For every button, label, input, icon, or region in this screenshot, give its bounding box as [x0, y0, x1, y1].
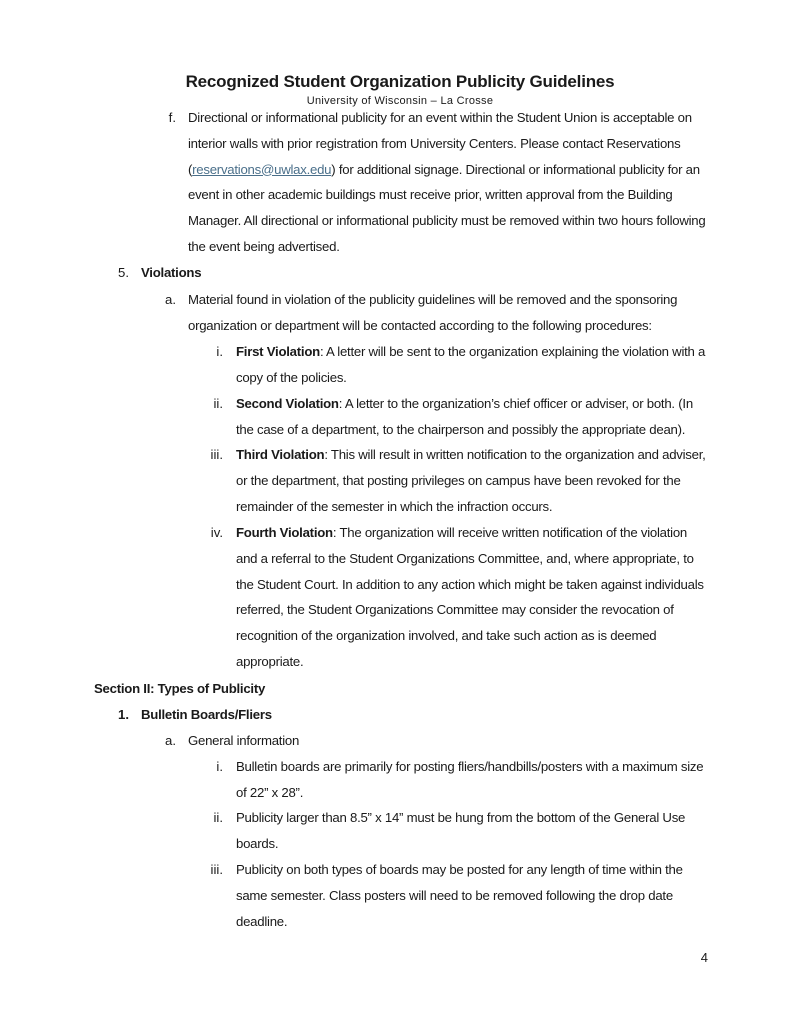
bulletin-item-i: Bulletin boards are primarily for posting fliers/handbills/posters with a maximum size of 22” x 28”.: [236, 759, 704, 800]
second-violation-label: Second Violation: [236, 396, 339, 411]
bulletin-item-ii: Publicity larger than 8.5” x 14” must be hung from the bottom of the General Use boards.: [236, 810, 686, 851]
page-subtitle: University of Wisconsin – La Crosse: [306, 95, 494, 107]
general-information-item: General information: [188, 733, 300, 748]
list-marker: ii.: [213, 810, 223, 825]
list-marker: f.: [168, 110, 176, 125]
violations-item-a: Material found in violation of the publicity guidelines will be removed and the sponsoring organization or department will be contacted according to the following procedures:: [188, 292, 678, 333]
third-violation-text: : This will result in written notification to the organization and adviser, or the department, that posting privileges on campus have been revoked for the remainder of the semester in which the infraction occurs.: [236, 447, 706, 514]
first-violation-text: : A letter will be sent to the organization explaining the violation with a copy of the policies.: [236, 344, 706, 385]
first-violation-item: [236, 339, 708, 391]
reservations-email-link[interactable]: reservations@uwlax.edu: [192, 161, 332, 177]
page-title: Recognized Student Organization Publicity Guidelines: [185, 72, 615, 91]
item-f-text-after: ) for additional signage. Directional or informational publicity for an event in other academic buildings must receive prior, written approval from the Building Manager. All directional or informational publicity must be removed within two hours following the event being advertised.: [188, 161, 706, 254]
list-marker: a.: [165, 733, 176, 748]
fourth-violation-item: [236, 520, 708, 675]
fourth-violation-label: Fourth Violation: [236, 525, 333, 540]
third-violation-label: Third Violation: [236, 447, 325, 462]
second-violation-text: : A letter to the organization’s chief officer or adviser, or both. (In the case of a department, to the chairperson and possibly the appropriate dean).: [236, 396, 693, 437]
bulletin-boards-heading: Bulletin Boards/Fliers: [141, 707, 272, 722]
list-marker: iv.: [210, 525, 223, 540]
list-marker: 1.: [118, 707, 129, 722]
section-5-heading: Violations: [141, 265, 202, 280]
first-violation-label: First Violation: [236, 344, 320, 359]
third-violation-item: [236, 442, 708, 519]
list-marker: ii.: [213, 396, 223, 411]
list-marker: i.: [216, 759, 223, 774]
second-violation-item: [236, 391, 708, 443]
list-marker: i.: [216, 344, 223, 359]
list-marker: iii.: [210, 447, 223, 462]
fourth-violation-text: : The organization will receive written notification of the violation and a referral to the Student Organizations Committee, and, where appropriate, to the Student Court. In addition to any action which might be taken against individuals referred, the Student Organizations Committee may consider the revocation of recognition of the organization involved, and take such action as is deemed appropriate.: [236, 525, 704, 669]
item-f-text-before: Directional or informational publicity for an event within the Student Union is acceptable on interior walls with prior registration from University Centers. Please contact Reservations (: [188, 110, 692, 177]
list-marker: 5.: [118, 265, 129, 280]
page-number: 4: [700, 950, 708, 965]
list-item-f: [188, 105, 708, 260]
list-marker: a.: [165, 292, 176, 307]
section-ii-heading: Section II: Types of Publicity: [94, 681, 266, 696]
bulletin-item-iii: Publicity on both types of boards may be posted for any length of time within the same semester. Class posters will need to be removed following the drop date deadline.: [236, 862, 683, 929]
list-marker: iii.: [210, 862, 223, 877]
